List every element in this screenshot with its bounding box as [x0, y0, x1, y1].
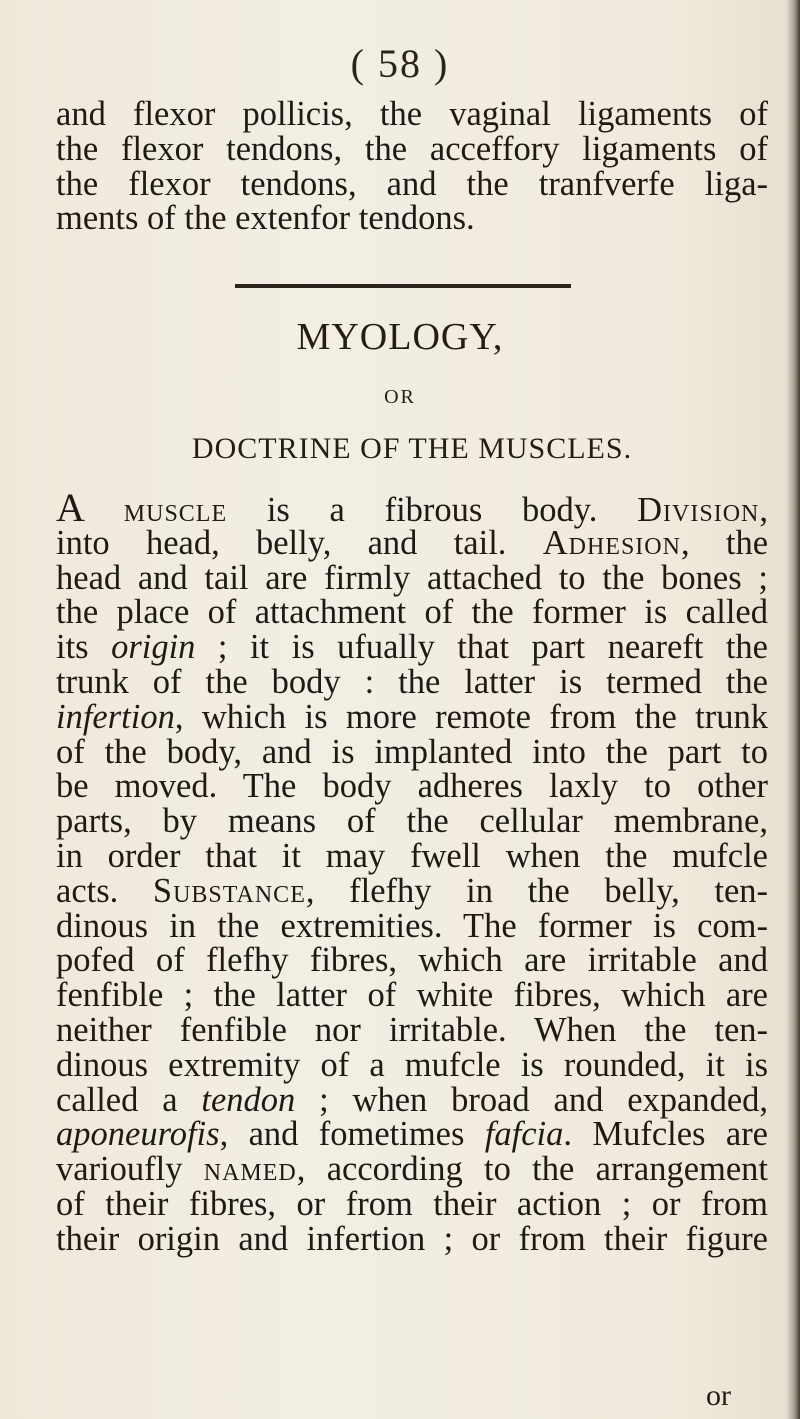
text-line: be moved. The body adheres laxly to other	[56, 767, 768, 806]
text-line: varioufly named, according to the arrangement	[56, 1150, 768, 1189]
page-number: ( 58 )	[350, 41, 450, 86]
text-line: parts, by means of the cellular membrane,	[56, 802, 768, 841]
text-line: in order that it may fwell when the mufcle	[56, 836, 768, 875]
term-aponeurofis: aponeurofis	[56, 1115, 220, 1154]
term-adhesion: Adhesion	[542, 523, 681, 562]
catchword: or	[706, 1379, 731, 1412]
section-title: MYOLOGY,	[296, 316, 504, 358]
text-line: their origin and infertion ; or from their figure	[56, 1219, 768, 1258]
text-line: of their fibres, or from their action ; or from	[56, 1184, 768, 1223]
text-line: ments of the extenfor tendons.	[56, 199, 475, 238]
text-line: acts. Substance, flefhy in the belly, ten-	[56, 871, 768, 910]
term-division: Division	[637, 491, 760, 529]
text-line: dinous extremity of a mufcle is rounded, it is	[56, 1045, 768, 1084]
term-named: named	[203, 1150, 297, 1189]
page-edge-shadow	[786, 0, 800, 1419]
section-divider	[235, 284, 571, 288]
text-line: trunk of the body : the latter is termed the	[56, 662, 768, 701]
term-fafcia: fafcia	[484, 1115, 564, 1154]
text-line: the flexor tendons, the acceffory ligaments of	[56, 129, 768, 168]
text-line: its origin ; it is ufually that part neareft the	[56, 628, 768, 667]
text-line: called a tendon ; when broad and expanded,	[56, 1080, 769, 1119]
intro-paragraph	[56, 97, 768, 236]
text-line: and flexor pollicis, the vaginal ligaments of	[56, 95, 768, 133]
body-paragraph	[56, 485, 769, 1258]
text-line: the place of attachment of the former is called	[56, 593, 768, 632]
text-line: aponeurofis, and fometimes fafcia. Mufcles are	[56, 1115, 768, 1154]
term-muscle: muscle	[123, 491, 228, 529]
text-line: pofed of flefhy fibres, which are irritable and	[56, 941, 768, 980]
text-line: fenfible ; the latter of white fibres, which are	[56, 976, 768, 1015]
text-line: head and tail are firmly attached to the bones ;	[56, 558, 768, 597]
text-line: A muscle is a fibrous body. Division,	[56, 485, 768, 530]
section-subtitle: DOCTRINE OF THE MUSCLES.	[191, 432, 633, 465]
text-line: infertion, which is more remote from the trunk	[56, 697, 768, 736]
text-line: of the body, and is implanted into the part to	[56, 732, 768, 771]
text-line: dinous in the extremities. The former is com-	[56, 906, 768, 945]
text-line: into head, belly, and tail. Adhesion, the	[56, 523, 769, 562]
term-infertion: infertion	[56, 697, 175, 736]
term-origin: origin	[111, 628, 196, 667]
section-title-or: OR	[384, 386, 416, 408]
text-line: the flexor tendons, and the tranfverfe liga-	[56, 164, 768, 203]
term-substance: Substance	[152, 871, 306, 910]
text-line: neither fenfible nor irritable. When the ten-	[56, 1010, 768, 1049]
term-tendon: tendon	[201, 1080, 296, 1119]
